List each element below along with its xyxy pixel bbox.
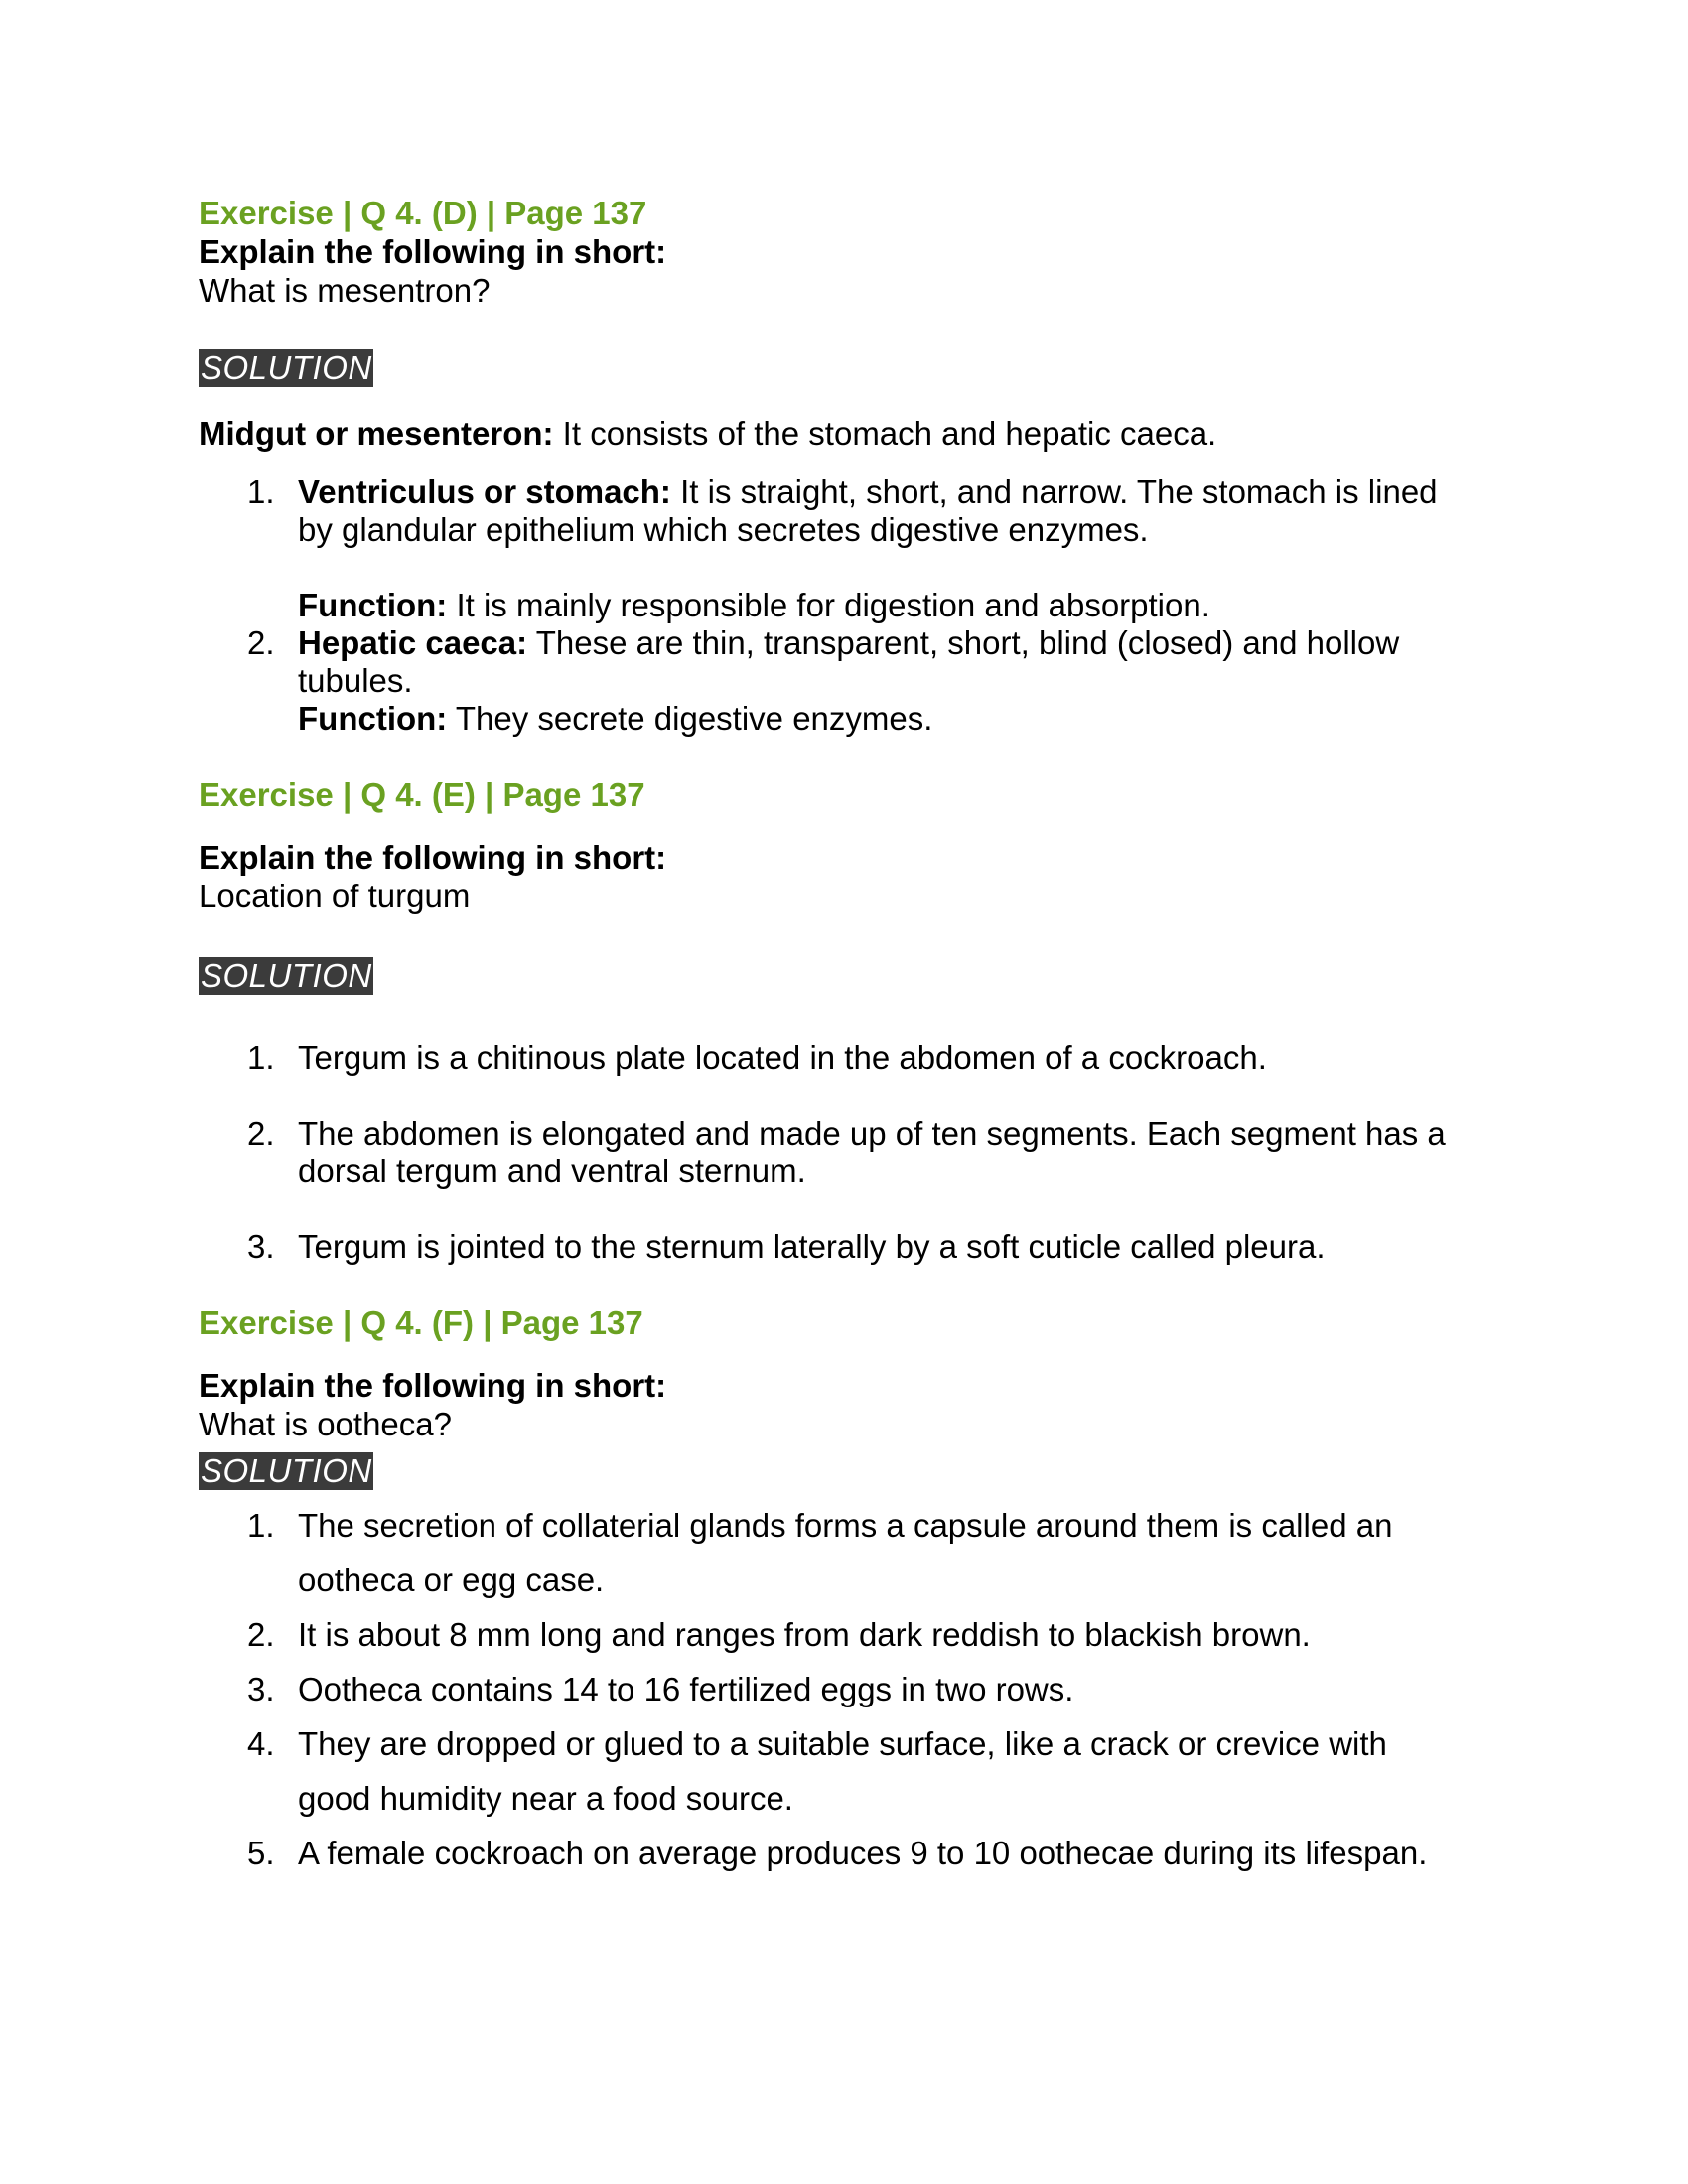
question-text: Location of turgum — [199, 878, 471, 914]
question-instruction: Explain the following in short: — [199, 1367, 667, 1404]
list-number: 5. — [247, 1835, 275, 1871]
question-heading: Exercise | Q 4. (F) | Page 137 — [199, 1304, 643, 1341]
question-text: What is ootheca? — [199, 1406, 452, 1442]
list-item — [199, 1498, 1450, 1607]
item-text: A female cockroach on average produces 9 to 10 oothecae during its lifespan. — [298, 1835, 1428, 1871]
solution-list — [199, 1498, 1450, 1880]
list-number: 1. — [247, 474, 275, 510]
function-text: They secrete digestive enzymes. — [447, 700, 933, 737]
intro-term: Midgut or mesenteron: — [199, 415, 554, 452]
question-section-e — [199, 776, 1489, 1266]
item-text: It is about 8 mm long and ranges from dark reddish to blackish brown. — [298, 1616, 1311, 1653]
question-instruction: Explain the following in short: — [199, 839, 667, 876]
item-function — [298, 700, 1450, 738]
item-text: It is straight, short, and narrow. The stomach is lined by glandular epithelium which secretes digestive enzymes. — [298, 474, 1438, 548]
list-item — [199, 1826, 1450, 1880]
list-item — [199, 1228, 1450, 1266]
function-label: Function: — [298, 587, 448, 623]
function-label: Function: — [298, 700, 448, 737]
list-number: 3. — [247, 1228, 275, 1265]
solution-list — [199, 474, 1450, 738]
list-item — [199, 1115, 1450, 1190]
question-heading: Exercise | Q 4. (E) | Page 137 — [199, 776, 645, 813]
list-number: 3. — [247, 1671, 275, 1707]
list-number: 4. — [247, 1725, 275, 1762]
list-item — [199, 1716, 1450, 1826]
solution-label: SOLUTION — [201, 1452, 372, 1489]
list-number: 2. — [247, 1115, 275, 1152]
question-instruction: Explain the following in short: — [199, 233, 667, 270]
item-text: Tergum is a chitinous plate located in the abdomen of a cockroach. — [298, 1039, 1267, 1076]
solution-intro — [199, 415, 1489, 453]
item-text: Ootheca contains 14 to 16 fertilized eggs in two rows. — [298, 1671, 1074, 1707]
question-section-f — [199, 1304, 1489, 1880]
document-page — [199, 195, 1489, 1880]
list-item — [199, 1039, 1450, 1077]
list-number: 2. — [247, 624, 275, 661]
solution-label: SOLUTION — [201, 349, 372, 386]
list-number: 2. — [247, 1616, 275, 1653]
list-item — [199, 1662, 1450, 1716]
list-item — [199, 624, 1450, 738]
item-text: The secretion of collaterial glands forms a capsule around them is called an ootheca or egg case. — [298, 1507, 1393, 1598]
item-term: Ventriculus or stomach: — [298, 474, 671, 510]
list-number: 1. — [247, 1507, 275, 1544]
function-text: It is mainly responsible for digestion and absorption. — [447, 587, 1210, 623]
solution-list — [199, 1039, 1450, 1266]
question-text: What is mesentron? — [199, 272, 491, 309]
item-text: Tergum is jointed to the sternum laterally by a soft cuticle called pleura. — [298, 1228, 1326, 1265]
question-section-d — [199, 195, 1489, 738]
question-heading: Exercise | Q 4. (D) | Page 137 — [199, 195, 647, 231]
item-text: They are dropped or glued to a suitable surface, like a crack or crevice with good humidity near a food source. — [298, 1725, 1387, 1817]
item-text: These are thin, transparent, short, blind (closed) and hollow tubules. — [298, 624, 1400, 699]
item-term: Hepatic caeca: — [298, 624, 528, 661]
list-number: 1. — [247, 1039, 275, 1076]
solution-label: SOLUTION — [201, 957, 372, 994]
list-item — [199, 474, 1450, 624]
list-item — [199, 1607, 1450, 1662]
item-function — [298, 587, 1450, 624]
item-text: The abdomen is elongated and made up of ten segments. Each segment has a dorsal tergum and ventral sternum. — [298, 1115, 1446, 1189]
intro-text: It consists of the stomach and hepatic caeca. — [553, 415, 1217, 452]
